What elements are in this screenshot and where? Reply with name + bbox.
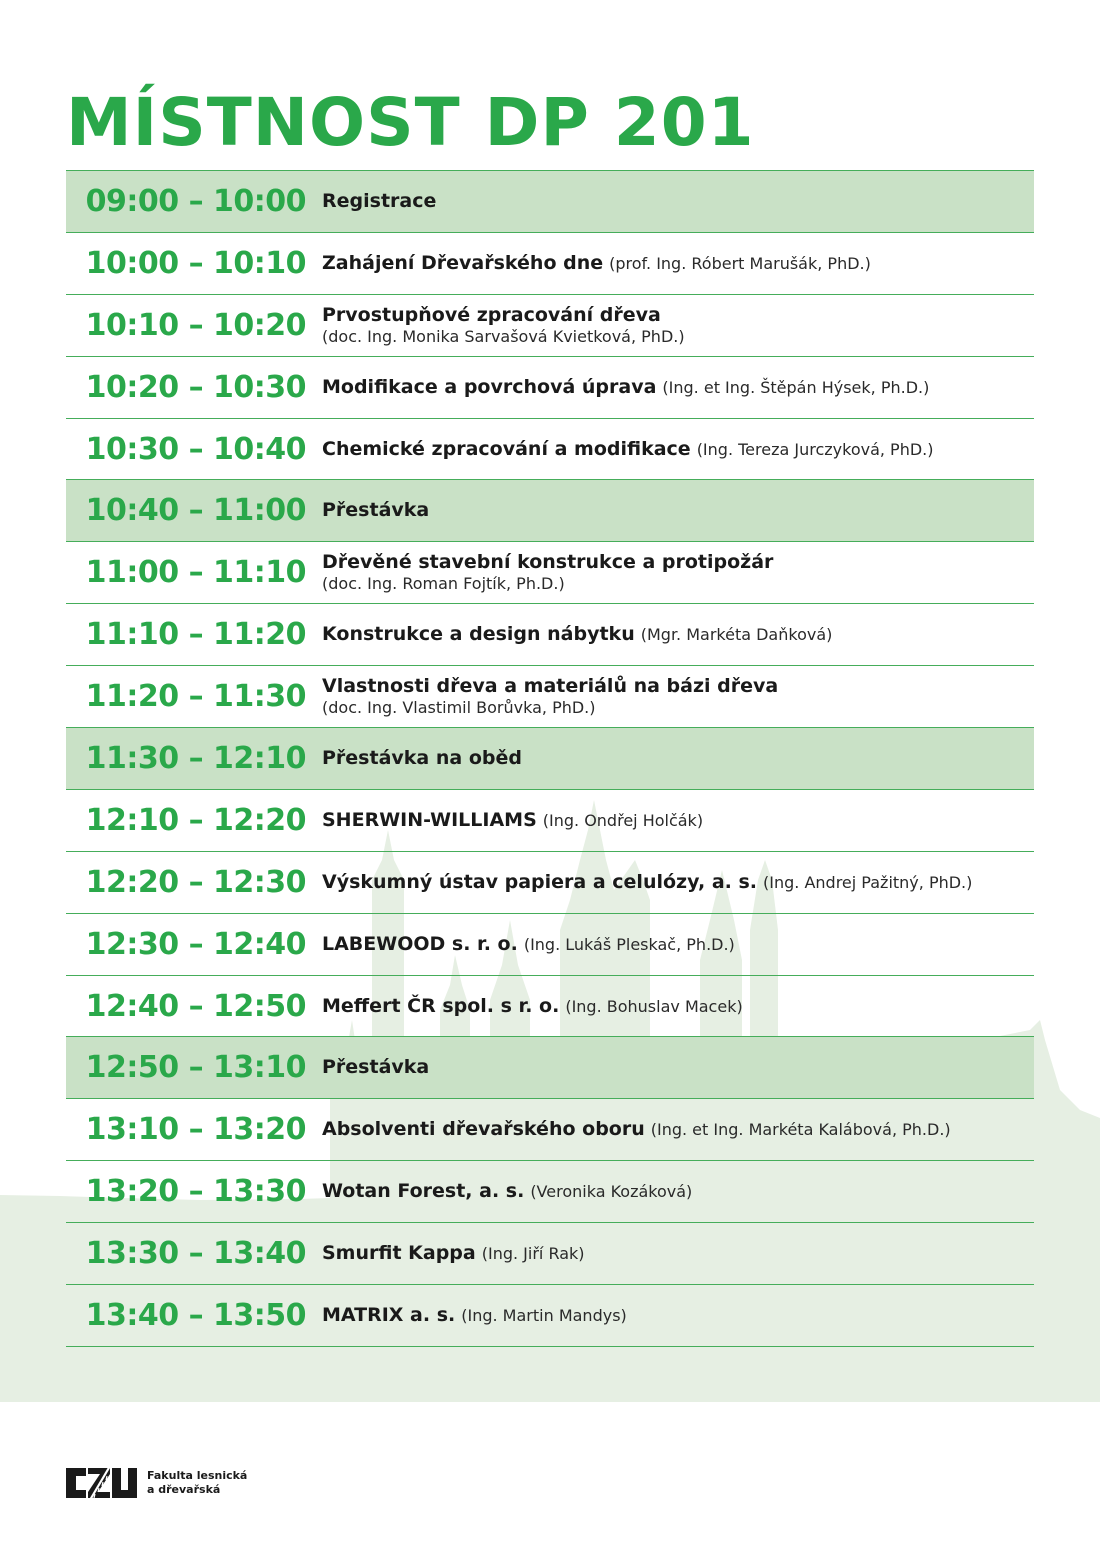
session-speaker: (Mgr. Markéta Daňková) [640, 625, 833, 645]
schedule-table [66, 170, 1034, 1347]
page-title: MÍSTNOST DP 201 [66, 84, 755, 161]
session-info [322, 304, 685, 347]
session-speaker: (Ing. Lukáš Pleskač, Ph.D.) [523, 934, 735, 954]
session-title: LABEWOOD s. r. o. [322, 932, 518, 955]
session-info [322, 623, 832, 646]
session-info [322, 995, 743, 1018]
session-speaker: (doc. Ing. Vlastimil Borůvka, PhD.) [322, 698, 596, 718]
time-range: 11:30 – 12:10 [85, 740, 306, 776]
faculty-line-1: Fakulta lesnická [147, 1469, 248, 1482]
session-info [322, 1304, 627, 1327]
time-range: 11:20 – 11:30 [85, 679, 306, 715]
time-range: 10:40 – 11:00 [85, 493, 306, 529]
session-speaker: (Ing. Jiří Rak) [481, 1244, 585, 1264]
time-range: 10:20 – 10:30 [85, 369, 306, 405]
session-title: Přestávka [322, 1056, 430, 1079]
schedule-row [66, 603, 1034, 665]
schedule-row [66, 294, 1034, 356]
session-info [322, 809, 703, 832]
session-title: Dřevěné stavební konstrukce a protipožár [322, 551, 774, 574]
schedule-row [66, 356, 1034, 418]
schedule-row [66, 418, 1034, 480]
faculty-name [147, 1469, 247, 1497]
schedule-row [66, 665, 1034, 727]
session-info [322, 376, 929, 399]
session-speaker: (doc. Ing. Monika Sarvašová Kvietková, PhD.) [322, 326, 685, 346]
time-range: 13:10 – 13:20 [85, 1112, 306, 1148]
schedule-break-row [66, 170, 1034, 232]
session-info [322, 551, 773, 594]
session-info [322, 675, 778, 718]
session-title: Smurfit Kappa [322, 1242, 476, 1265]
session-title: Zahájení Dřevařského dne [322, 251, 604, 274]
time-range: 13:20 – 13:30 [85, 1174, 306, 1210]
session-title: Wotan Forest, a. s. [322, 1180, 525, 1203]
session-info [322, 1118, 951, 1141]
schedule-row [66, 1098, 1034, 1160]
session-info [322, 871, 972, 894]
time-range: 12:10 – 12:20 [85, 802, 306, 838]
session-speaker: (Ing. Andrej Pažitný, PhD.) [763, 872, 973, 892]
session-title: Prvostupňové zpracování dřeva [322, 303, 661, 326]
session-info [322, 1056, 429, 1079]
session-speaker: (Ing. Tereza Jurczyková, PhD.) [696, 439, 934, 459]
session-info [322, 252, 871, 275]
schedule-break-row [66, 479, 1034, 541]
session-speaker: (Ing. Bohuslav Macek) [565, 996, 743, 1016]
czu-logo [66, 1464, 138, 1502]
schedule-row [66, 541, 1034, 603]
faculty-line-2: a dřevařská [147, 1483, 221, 1496]
time-range: 13:30 – 13:40 [85, 1236, 306, 1272]
session-speaker: (doc. Ing. Roman Fojtík, Ph.D.) [322, 574, 565, 594]
schedule-row [66, 1284, 1034, 1347]
session-title: Vlastnosti dřeva a materiálů na bázi dřeva [322, 675, 779, 698]
session-info [322, 190, 436, 213]
session-title: MATRIX a. s. [322, 1304, 456, 1327]
time-range: 11:00 – 11:10 [85, 555, 306, 591]
time-range: 12:20 – 12:30 [85, 864, 306, 900]
schedule-row [66, 1160, 1034, 1222]
schedule-break-row [66, 1036, 1034, 1098]
session-speaker: (Ing. Ondřej Holčák) [542, 810, 704, 830]
time-range: 10:10 – 10:20 [85, 307, 306, 343]
session-info [322, 933, 735, 956]
schedule-row [66, 1222, 1034, 1284]
time-range: 13:40 – 13:50 [85, 1298, 306, 1334]
schedule-row [66, 975, 1034, 1037]
session-info [322, 1180, 692, 1203]
session-title: Meffert ČR spol. s r. o. [322, 994, 560, 1017]
session-title: Modifikace a povrchová úprava [322, 375, 657, 398]
session-title: Registrace [322, 189, 437, 212]
session-title: Chemické zpracování a modifikace [322, 437, 691, 460]
schedule-row [66, 789, 1034, 851]
session-speaker: (Ing. et Ing. Štěpán Hýsek, Ph.D.) [662, 377, 930, 397]
session-info [322, 438, 934, 461]
schedule-row [66, 913, 1034, 975]
time-range: 10:00 – 10:10 [85, 245, 306, 281]
session-info [322, 1242, 585, 1265]
time-range: 12:50 – 13:10 [85, 1050, 306, 1086]
time-range: 12:40 – 12:50 [85, 988, 306, 1024]
time-range: 11:10 – 11:20 [85, 617, 306, 653]
session-info [322, 499, 429, 522]
session-title: Absolventi dřevařského oboru [322, 1118, 645, 1141]
session-info [322, 747, 522, 770]
session-title: Přestávka [322, 499, 430, 522]
session-speaker: (Veronika Kozáková) [530, 1182, 693, 1202]
session-title: Konstrukce a design nábytku [322, 623, 635, 646]
time-range: 10:30 – 10:40 [85, 431, 306, 467]
session-title: Výskumný ústav papiera a celulózy, a. s. [322, 870, 758, 893]
schedule-break-row [66, 727, 1034, 789]
session-title: SHERWIN-WILLIAMS [322, 808, 537, 831]
session-title: Přestávka na oběd [322, 746, 522, 769]
session-speaker: (Ing. Martin Mandys) [461, 1306, 627, 1326]
time-range: 09:00 – 10:00 [85, 183, 306, 219]
time-range: 12:30 – 12:40 [85, 926, 306, 962]
session-speaker: (Ing. et Ing. Markéta Kalábová, Ph.D.) [650, 1120, 951, 1140]
schedule-row [66, 851, 1034, 913]
schedule-row [66, 232, 1034, 294]
session-speaker: (prof. Ing. Róbert Marušák, PhD.) [609, 253, 871, 273]
